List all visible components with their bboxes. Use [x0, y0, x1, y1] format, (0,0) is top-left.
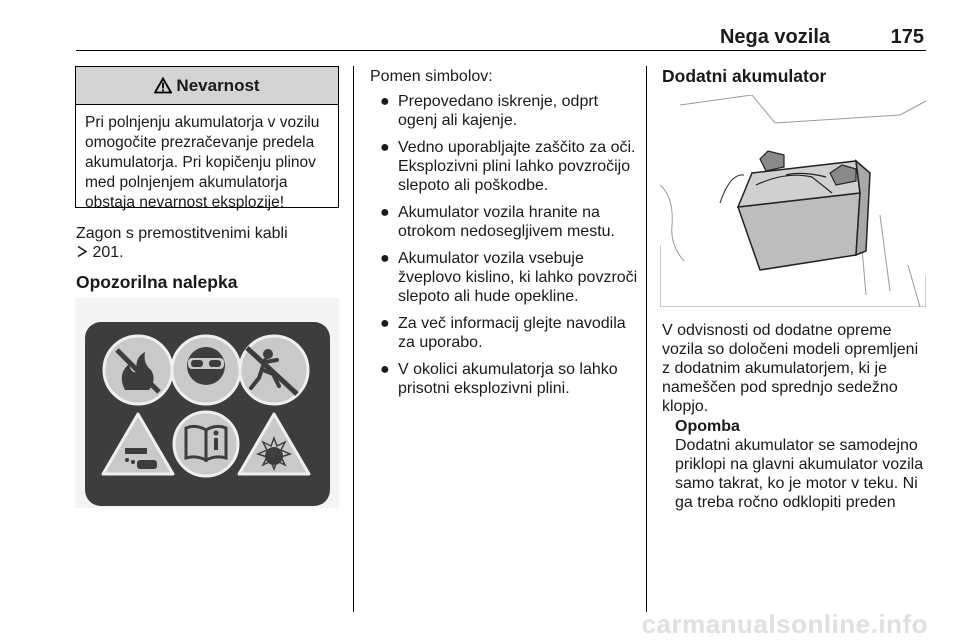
extra-battery-description: V odvisnosti od dodatne opreme vozila so določeni modeli opremljeni z dodatnim akumulatorjem, ki je nameščen pod sprednjo sedežno klopjo. [662, 322, 919, 415]
battery-warning-label-image [75, 298, 339, 508]
danger-box-title: Nevarnost [176, 75, 260, 95]
jump-start-ref-line [76, 243, 336, 262]
list-item: ● Akumulator vozila hranite na otrokom nedosegljivem mestu. [380, 204, 615, 240]
warning-label-heading: Opozorilna nalepka [76, 272, 238, 292]
watermark: carmanualsonline.info [641, 609, 928, 639]
danger-box [75, 66, 339, 211]
list-item: ● V okolici akumulatorja so lahko prisotni eksplozivni plini. [380, 361, 618, 397]
warning-triangle-icon [154, 77, 172, 94]
note-title: Opomba [675, 418, 740, 435]
note-text: Dodatni akumulator se samodejno priklopi na glavni akumulator vozila samo takrat, ko je motor v teku. Ni ga treba ročno odklopiti preden [675, 437, 924, 511]
jump-start-page-ref: 201. [92, 244, 124, 261]
danger-box-header [76, 67, 338, 105]
list-item: ● Akumulator vozila vsebuje žveplovo kislino, ki lahko povzroči slepoto ali hude opekline. [380, 250, 638, 305]
jump-start-text: Zagon s premostitvenimi kabli [76, 225, 288, 242]
symbols-list [370, 92, 638, 406]
header-rule [76, 50, 926, 51]
column-divider-left [353, 66, 354, 612]
no-fire-icon [104, 336, 172, 404]
section-title: Nega vozila [719, 26, 830, 48]
read-manual-icon [174, 412, 238, 476]
danger-box-text: Pri polnjenju akumulatorja v vozilu omogočite prezračevanje predela akumulatorja. Pri kopičenju plinov med polnjenjem akumulatorja obstaja nevarnost eksplozije! [85, 114, 320, 211]
page-number: 175 [890, 26, 924, 48]
auxiliary-battery-image [660, 95, 926, 307]
page-reference-icon [76, 244, 92, 261]
list-item: ● Vedno uporabljajte zaščito za oči. Eksplozivni plini lahko povzročijo slepoto ali poškodbe. [380, 139, 636, 194]
eye-protection-icon [172, 336, 240, 404]
symbols-intro: Pomen simbolov: [370, 68, 493, 85]
list-item: ● Za več informacij glejte navodila za uporabo. [380, 315, 626, 351]
jump-start-reference [76, 224, 336, 262]
column-divider-right [646, 66, 647, 612]
note-block [675, 418, 928, 512]
extra-battery-heading: Dodatni akumulator [662, 66, 827, 86]
keep-children-away-icon [240, 336, 308, 404]
list-item: ● Prepovedano iskrenje, odprt ogenj ali kajenje. [380, 93, 599, 129]
